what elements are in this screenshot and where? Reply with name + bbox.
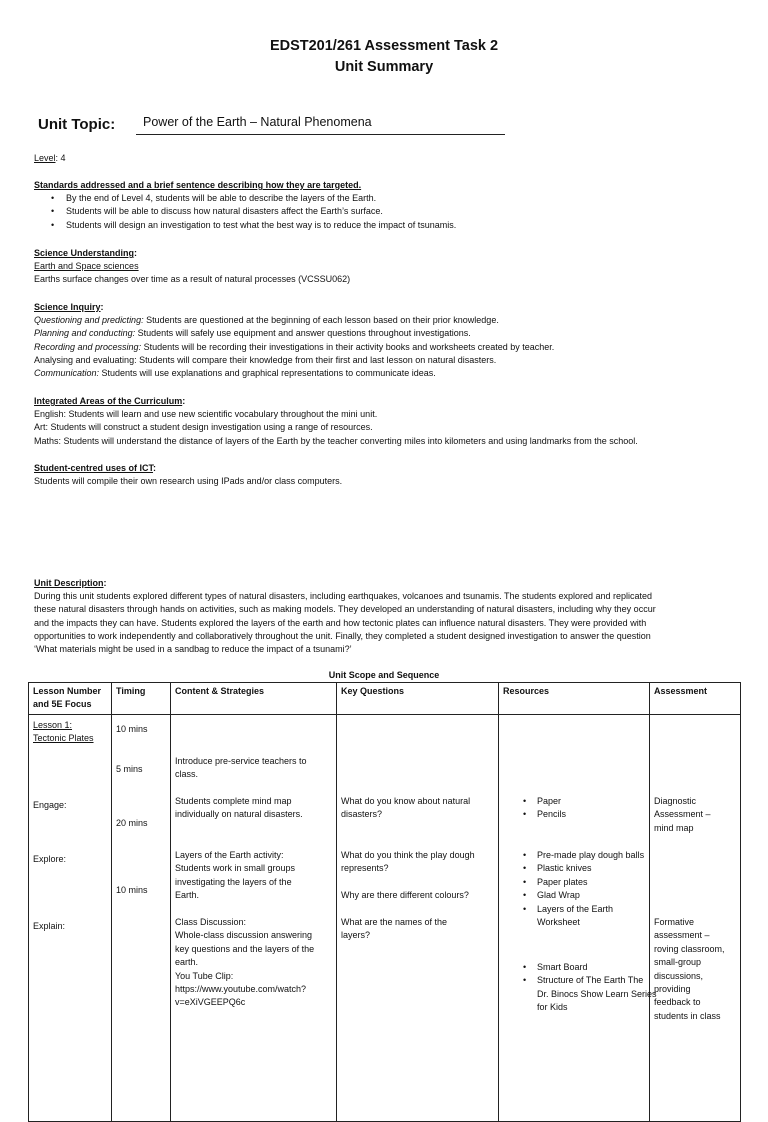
header-assessment: Assessment: [650, 683, 741, 715]
content-block: Class Discussion: Whole-class discussion answering key questions and the layers of the earth. You Tube Clip: https://www.youtube.com/watch? v=eXiVGEEPQ6c: [175, 917, 315, 1008]
description-heading: Unit Description:: [34, 578, 107, 588]
timing-value: 20 mins: [116, 817, 148, 828]
standards-item: • By the end of Level 4, students will be able to describe the layers of the Earth.: [66, 192, 738, 205]
list-item: • Layers of the Earth Worksheet: [537, 903, 657, 930]
phase-explain: Explain:: [33, 920, 66, 931]
content-block: Layers of the Earth activity: Students work in small groups investigating the layers of the Earth.: [175, 850, 296, 901]
standards-item: • Students will be able to discuss how natural disasters affect the Earth’s surface.: [66, 205, 738, 218]
level-value: : 4: [55, 153, 66, 163]
resources-cell: [499, 715, 657, 1122]
lesson-cell: [29, 715, 112, 1122]
level-line: [34, 152, 738, 165]
unit-topic-value: Power of the Earth – Natural Phenomena: [143, 115, 372, 129]
content-block: Introduce pre-service teachers to class.: [175, 756, 307, 780]
description-line: these natural disasters through hands on activities, such as making models. They developed an understanding of natural disasters, including why they occur: [34, 604, 656, 615]
list-item: • Plastic knives: [537, 862, 657, 875]
standards-item: • Students will design an investigation to test what the best way is to reduce the impact of tsunamis.: [66, 219, 738, 232]
science-inquiry-section: [34, 301, 738, 380]
assessment-block: Formative assessment – roving classroom, small-group discussions, providing feedback to students in class: [654, 917, 725, 1021]
inquiry-item: Questioning and predicting: Students are questioned at the beginning of each lesson based on their prior knowledge.: [34, 315, 499, 326]
standards-heading: Standards addressed and a brief sentence describing how they are targeted.: [34, 180, 362, 190]
list-item: • Paper: [537, 795, 667, 808]
integrated-heading: Integrated Areas of the Curriculum:: [34, 396, 186, 406]
header-questions: Key Questions: [337, 683, 499, 715]
header-resources: Resources: [499, 683, 650, 715]
content-block: Students complete mind map individually on natural disasters.: [175, 796, 303, 820]
description-section: [34, 577, 738, 656]
integrated-item: Maths: Students will understand the distance of layers of the Earth by the teacher converting miles into kilometers and using landmarks from the school.: [34, 435, 638, 446]
lesson-title: Tectonic Plates: [33, 733, 94, 744]
resource-list: [511, 961, 657, 1015]
integrated-item: Art: Students will construct a student design investigation using a range of resources.: [34, 422, 373, 433]
timing-cell: [112, 715, 171, 1122]
content-cell: [171, 715, 337, 1122]
standards-section: [34, 179, 738, 232]
assessment-cell: [650, 715, 741, 1122]
list-item: • Pre-made play dough balls: [537, 849, 657, 862]
description-line: During this unit students explored different types of natural disasters, including earthquakes, volcanoes and tsunamis. The students explored and replicated: [34, 591, 653, 602]
science-understanding-section: [34, 247, 738, 287]
science-understanding-text: Earths surface changes over time as a result of natural processes (VCSSU062): [34, 274, 351, 285]
list-item: • Structure of The Earth The Dr. Binocs Show Learn Series for Kids: [537, 974, 657, 1014]
standards-list: [34, 192, 738, 232]
header-timing: Timing: [112, 683, 171, 715]
table-row: [29, 715, 741, 1122]
scope-header-row: [29, 683, 741, 715]
resource-list: [511, 795, 667, 822]
timing-value: 10 mins: [116, 723, 148, 734]
assessment-block: Diagnostic Assessment – mind map: [654, 796, 711, 833]
timing-value: 5 mins: [116, 763, 143, 774]
header-lesson: Lesson Number and 5E Focus: [29, 683, 112, 715]
timing-value: 10 mins: [116, 884, 148, 895]
questions-cell: [337, 715, 499, 1122]
science-understanding-sub: Earth and Space sciences: [34, 261, 139, 272]
list-item: • Pencils: [537, 808, 667, 821]
scope-table: [28, 682, 741, 1122]
inquiry-item: Communication: Students will use explanations and graphical representations to communicate ideas.: [34, 368, 436, 379]
description-line: ‘What materials might be used in a sandbag to reduce the impact of a tsunami?’: [34, 644, 352, 655]
list-item: • Smart Board: [537, 961, 657, 974]
integrated-section: [34, 395, 738, 448]
ict-section: [34, 462, 738, 488]
question-block: What do you know about natural disasters?: [341, 796, 471, 820]
integrated-item: English: Students will learn and use new scientific vocabulary throughout the mini unit.: [34, 409, 378, 420]
unit-topic-label: Unit Topic:: [38, 116, 116, 133]
header-content: Content & Strategies: [171, 683, 337, 715]
scope-caption: Unit Scope and Sequence: [328, 670, 440, 680]
resource-list: [511, 849, 657, 929]
question-block: What do you think the play dough represents? Why are there different colours?: [341, 850, 475, 901]
phase-explore: Explore:: [33, 853, 67, 864]
description-line: opportunities to work independently and collaboratively throughout the unit. Finally, they completed a student designed investigation to answer the question: [34, 630, 651, 641]
inquiry-item: Analysing and evaluating: Students will compare their knowledge from their first and last lesson on natural disasters.: [34, 354, 497, 365]
lesson-number: Lesson 1:: [33, 720, 73, 730]
unit-topic-underline: [136, 134, 505, 135]
description-line: and the impacts they can have. Students explored the layers of the earth and how tectonic plates can influence natural disasters. They were provided with: [34, 617, 647, 628]
science-inquiry-heading: Science Inquiry:: [34, 302, 104, 312]
document-title: EDST201/261 Assessment Task 2: [269, 38, 499, 54]
inquiry-item: Planning and conducting: Students will safely use equipment and answer questions throughout investigations.: [34, 328, 471, 339]
inquiry-item: Recording and processing: Students will be recording their investigations in their activity books and worksheets created by teacher.: [34, 341, 555, 352]
question-block: What are the names of the layers?: [341, 917, 448, 941]
document-subtitle: Unit Summary: [334, 59, 434, 75]
list-item: • Paper plates: [537, 876, 657, 889]
phase-engage: Engage:: [33, 799, 67, 810]
level-label: Level: [34, 153, 56, 163]
list-item: • Glad Wrap: [537, 889, 657, 902]
ict-text: Students will compile their own research using IPads and/or class computers.: [34, 476, 343, 487]
ict-heading: Student-centred uses of ICT:: [34, 463, 157, 473]
science-understanding-heading: Science Understanding:: [34, 248, 138, 258]
